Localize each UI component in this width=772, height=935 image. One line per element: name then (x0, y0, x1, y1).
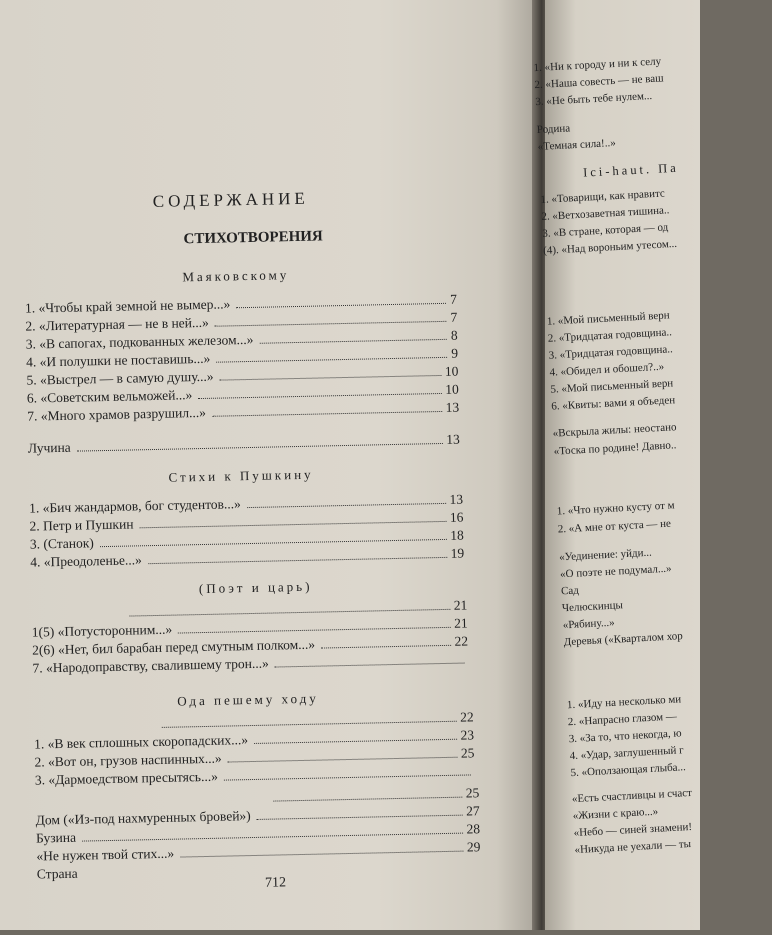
toc-entry-title: 1. «В век сплошных скоропадских...» (34, 732, 248, 752)
right-line: 2. «А мне от куста — не (557, 518, 671, 536)
right-line: «Рябину...» (563, 617, 615, 632)
right-line: Сад (561, 584, 579, 597)
toc-entry-page: 10 (445, 364, 459, 380)
toc-leader (216, 346, 447, 363)
toc-entry-title: 1. «Бич жандармов, бог студентов...» (29, 496, 241, 516)
toc-entry-page: 21 (454, 615, 468, 631)
toc-entry-page: 25 (461, 745, 475, 761)
toc-entry-title: 4. «Преодоленье...» (30, 552, 142, 570)
right-line: «Уединение: уйди... (559, 547, 652, 564)
toc-entry-page: 19 (451, 546, 465, 562)
right-page (545, 0, 700, 930)
right-line: Родина (537, 122, 571, 136)
right-line: 2. «Наша совесть — не ваш (534, 72, 664, 91)
toc-entry-page: 10 (445, 382, 459, 398)
toc-entry-page: 29 (467, 839, 481, 855)
toc-leader (224, 763, 471, 780)
toc-entry-title: 7. «Народоправству, свалившему трон...» (32, 656, 269, 677)
right-line: 2. «Ветхозаветная тишина.. (541, 204, 670, 223)
toc-entry-title: 2. «Литературная — не в ней...» (25, 315, 209, 335)
toc-entry-page: 22 (454, 633, 468, 649)
toc-leader (257, 804, 463, 820)
toc-leader (198, 382, 441, 399)
toc-entry-title: 5. «Выстрел — в самую душу...» (26, 369, 213, 389)
list-rest (0, 0, 531, 5)
right-line: 3. «Не быть тебе нулем... (535, 90, 652, 108)
toc-entry-page: 7 (450, 292, 457, 308)
list-poet (0, 0, 531, 5)
toc-entry-title: 2. Петр и Пушкин (29, 516, 133, 534)
toc-entry-title: 7. «Много храмов разрушил...» (27, 405, 206, 425)
toc-entry-page: 13 (449, 492, 463, 508)
right-page-content (524, 0, 772, 929)
toc-leader (215, 310, 447, 327)
toc-entry-page: 7 (450, 310, 457, 326)
poems-subheading: СТИХОТВОРЕНИЯ (183, 228, 323, 248)
toc-entry-title: Дом («Из-под нахмуренных бровей») (36, 808, 251, 829)
toc-entry-title: 2. «Вот он, грузов наспинных...» (34, 751, 222, 771)
toc-entry-page: 13 (445, 400, 459, 416)
right-line: 2. «Напрасно глазом — (568, 711, 678, 729)
right-line: «Тоска по родине! Давно.. (553, 439, 676, 457)
toc-entry-luchina (28, 432, 460, 457)
toc-entry (37, 862, 237, 882)
toc-entry-page: 8 (451, 328, 458, 344)
right-line: 4. «Удар, заглушенный г (569, 744, 684, 762)
toc-entry-title: Страна (37, 866, 78, 883)
toc-entry-title: 2(6) «Нет, бил барабан перед смутным полком...» (32, 637, 315, 659)
toc-leader (254, 728, 457, 744)
toc-entry-title: 3. «Дармоедством пресытясь...» (35, 769, 218, 789)
toc-entry-title: 3. «В сапогах, подкованных железом...» (26, 332, 254, 353)
section-oda: Ода пешему ходу (177, 691, 319, 710)
right-line: «Темная сила!..» (537, 137, 616, 153)
toc-leader (273, 786, 462, 802)
right-line: 1. «Что нужно кусту от м (557, 499, 675, 517)
page-number: 712 (265, 875, 286, 891)
section-pushkin: Стихи к Пушкину (168, 467, 313, 486)
toc-entry-page: 9 (451, 346, 458, 362)
right-line: 1. «Иду на несколько ми (567, 693, 682, 711)
toc-leader (321, 634, 451, 649)
right-line: «Небо — синей знамени! (573, 821, 692, 839)
toc-entry-page: 28 (466, 821, 480, 837)
right-line: 5. «Оползающая глыба... (570, 761, 686, 779)
toc-entry (267, 785, 479, 805)
right-line: 3. «За то, что некогда, ю (568, 727, 681, 745)
right-line: «Никуда не уехали — ты (574, 838, 691, 856)
right-line: 1. «Ни к городу и ни к селу (533, 55, 661, 74)
right-line: 1. «Мой письменный верн (547, 309, 670, 327)
right-line: 2. «Тридцатая годовщина.. (547, 326, 672, 344)
toc-leader (219, 364, 441, 381)
toc-leader (162, 710, 457, 728)
right-line: Деревья («Кварталом хор (563, 630, 683, 648)
toc-entry-title: 6. «Советским вельможей...» (27, 387, 193, 406)
right-line: Челюскинцы (562, 599, 624, 614)
right-section-ici-haut: Ici-haut. Па (583, 161, 679, 181)
toc-entry-title: Лучина (28, 440, 71, 457)
toc-entry-title: «Не нужен твой стих...» (36, 846, 174, 865)
toc-entry-page: 13 (446, 432, 460, 448)
toc-entry-title: 4. «И полушки не поставишь...» (26, 351, 210, 371)
right-line: (4). «Над вороньим утесом... (543, 238, 677, 257)
right-line: «Жизни с краю...» (573, 806, 659, 822)
toc-entry-page: 25 (466, 785, 480, 801)
right-line: «Вскрыла жилы: неостано (552, 421, 676, 439)
toc-leader (247, 492, 446, 508)
right-line: 1. «Товарищи, как нравитс (540, 187, 665, 205)
contents-heading: СОДЕРЖАНИЕ (153, 189, 309, 212)
toc-entry-page: 21 (454, 597, 468, 613)
right-line: 4. «Обидел и обошел?..» (549, 361, 664, 379)
toc-entry-title: 1(5) «Потусторонним...» (32, 622, 173, 641)
toc-entry-title: 3. (Станок) (30, 535, 94, 552)
toc-entry-page: 16 (450, 510, 464, 526)
right-line: 3. «Тридцатая годовщина.. (548, 343, 673, 361)
right-line: 3. «В стране, которая — од (542, 221, 669, 240)
right-line: «Есть счастливцы и счаст (572, 787, 693, 805)
toc-leader (236, 292, 446, 308)
toc-entry-page: 18 (450, 528, 464, 544)
section-poet-and-tsar: (Поэт и царь) (199, 579, 313, 597)
toc-leader (228, 746, 457, 763)
toc-entry-page: 27 (466, 803, 480, 819)
section-mayakovsky: Маяковскому (182, 267, 289, 285)
list-pushkin (0, 0, 531, 5)
list-oda (0, 0, 531, 5)
toc-leader (259, 328, 447, 344)
list-mayakovsky (0, 0, 531, 5)
toc-leader (275, 652, 465, 668)
toc-entry-title: Бузина (36, 830, 76, 847)
right-line: 6. «Квиты: вами я объеден (551, 394, 675, 412)
toc-leader (129, 598, 450, 617)
toc-entry-page: 22 (460, 709, 474, 725)
right-line: «О поэте не подумал...» (560, 563, 672, 581)
toc-entry-page: 23 (460, 727, 474, 743)
toc-entry-title: 1. «Чтобы край земной не вымер...» (25, 296, 231, 316)
right-line: 5. «Мой письменный верн (550, 377, 673, 395)
toc-leader (77, 432, 443, 452)
toc-leader (212, 400, 442, 417)
